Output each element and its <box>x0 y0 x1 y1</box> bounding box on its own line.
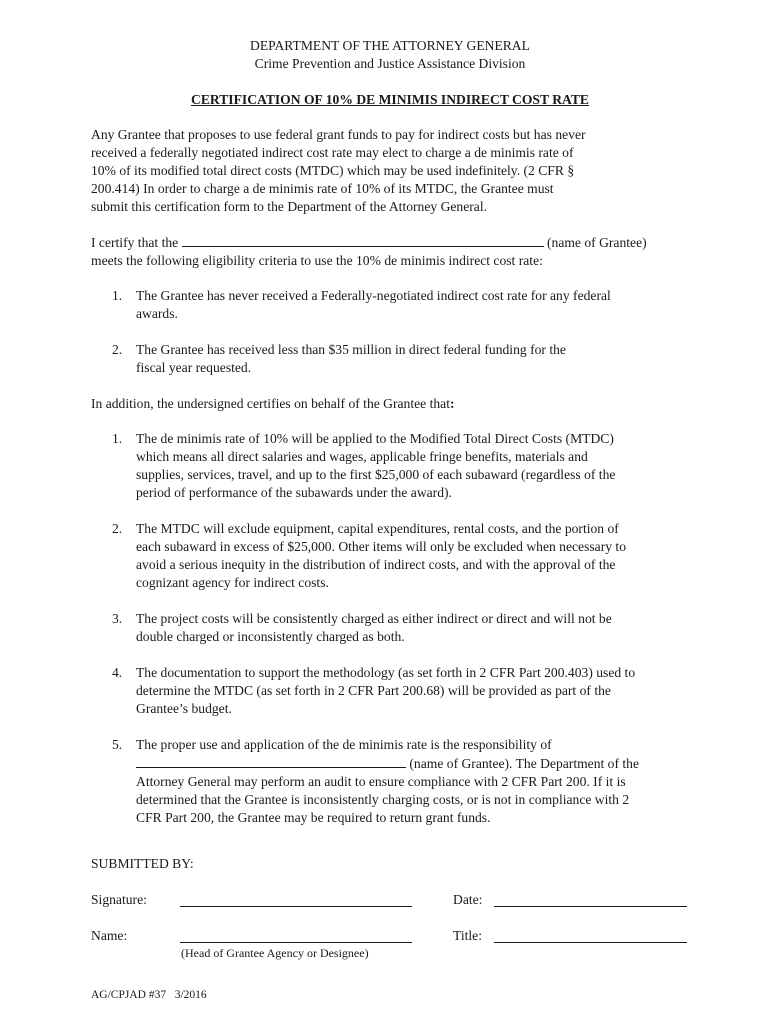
list-item-line: supplies, services, travel, and up to the first $25,000 of each subaward (regardless of the <box>136 467 616 482</box>
date-label: Date: <box>453 892 483 907</box>
signature-field[interactable] <box>180 906 412 907</box>
list-item-line: CFR Part 200, the Grantee may be required to return grant funds. <box>136 810 491 825</box>
list-item-line: cognizant agency for indirect costs. <box>136 575 329 590</box>
designee-note: (Head of Grantee Agency or Designee) <box>181 946 369 960</box>
grantee-name-field-2[interactable] <box>136 754 406 768</box>
date-field[interactable] <box>494 906 687 907</box>
name-label: Name: <box>91 928 128 943</box>
title-field[interactable] <box>494 942 687 943</box>
list-item-line: awards. <box>136 306 178 321</box>
list-item-number: 1. <box>112 288 123 303</box>
certify-suffix: (name of Grantee) <box>547 235 647 250</box>
list-item-number: 2. <box>112 521 123 536</box>
intro-line: received a federally negotiated indirect cost rate may elect to charge a de minimis rate of <box>91 145 574 160</box>
addition-colon: : <box>449 396 455 411</box>
list-item-number: 3. <box>112 611 123 626</box>
list-item <box>91 520 691 592</box>
certify-line-2: meets the following eligibility criteria to use the 10% de minimis indirect cost rate: <box>91 253 543 268</box>
list-item-line: The Grantee has never received a Federally-negotiated indirect cost rate for any federal <box>136 288 611 303</box>
list-item-line: The project costs will be consistently charged as either indirect or direct and will not be <box>136 611 612 626</box>
certifications-list <box>91 430 691 827</box>
intro-line: Any Grantee that proposes to use federal grant funds to pay for indirect costs but has never <box>91 127 586 142</box>
form-footer: AG/CPJAD #37 3/2016 <box>91 989 207 1001</box>
intro-line: 200.414) In order to charge a de minimis rate of 10% of its MTDC, the Grantee must <box>91 181 554 196</box>
list-item-line: double charged or inconsistently charged as both. <box>136 629 405 644</box>
submitted-by-heading: SUBMITTED BY: <box>91 856 194 871</box>
list-item-line: each subaward in excess of $25,000. Other items will only be excluded when necessary to <box>136 539 626 554</box>
grantee-name-field[interactable] <box>182 233 544 247</box>
certify-line-1 <box>91 233 691 252</box>
list-item-line: determine the MTDC (as set forth in 2 CFR Part 200.68) will be provided as part of the <box>136 683 611 698</box>
list-item-number: 1. <box>112 431 123 446</box>
list-item-line: period of performance of the subawards under the award). <box>136 485 452 500</box>
intro-line: submit this certification form to the Department of the Attorney General. <box>91 199 487 214</box>
list-item-line: The proper use and application of the de minimis rate is the responsibility of <box>136 737 552 752</box>
list-item <box>91 664 691 718</box>
list-item-line: The MTDC will exclude equipment, capital expenditures, rental costs, and the portion of <box>136 521 619 536</box>
list-item-line: fiscal year requested. <box>136 360 252 375</box>
list-item-line: The Grantee has received less than $35 million in direct federal funding for the <box>136 342 566 357</box>
list-item-line: Attorney General may perform an audit to ensure compliance with 2 CFR Part 200. If it is <box>136 774 626 789</box>
title-label: Title: <box>453 928 482 943</box>
certify-prefix: I certify that the <box>91 235 179 250</box>
list-item <box>91 736 691 827</box>
signature-label: Signature: <box>91 892 147 907</box>
list-item-line: Grantee’s budget. <box>136 701 232 716</box>
list-item-number: 5. <box>112 737 123 752</box>
department-name: DEPARTMENT OF THE ATTORNEY GENERAL <box>250 38 530 53</box>
list-item <box>91 341 691 377</box>
list-item <box>91 610 691 646</box>
name-field[interactable] <box>180 942 412 943</box>
blank-suffix: (name of Grantee). The Department of the <box>409 756 640 771</box>
signature-row <box>91 891 691 911</box>
list-item-line: The documentation to support the methodology (as set forth in 2 CFR Part 200.403) used to <box>136 665 636 680</box>
list-item <box>91 430 691 502</box>
list-item-number: 4. <box>112 665 123 680</box>
addition-paragraph <box>91 395 691 413</box>
list-item-line: avoid a serious inequity in the distribution of indirect costs, and with the approval of the <box>136 557 616 572</box>
list-item-number: 2. <box>112 342 123 357</box>
eligibility-criteria-list <box>91 287 691 377</box>
document-header <box>0 37 770 73</box>
intro-paragraph <box>91 126 691 216</box>
list-item-line <box>136 754 691 773</box>
document-title: CERTIFICATION OF 10% DE MINIMIS INDIRECT COST RATE <box>191 92 589 107</box>
addition-text: In addition, the undersigned certifies on behalf of the Grantee that <box>91 396 450 411</box>
list-item-line: determined that the Grantee is inconsistently charging costs, or is not in compliance with 2 <box>136 792 630 807</box>
division-name: Crime Prevention and Justice Assistance Division <box>254 56 526 71</box>
intro-line: 10% of its modified total direct costs (MTDC) which may be used indefinitely. (2 CFR § <box>91 163 575 178</box>
list-item-line: The de minimis rate of 10% will be applied to the Modified Total Direct Costs (MTDC) <box>136 431 614 446</box>
certify-paragraph <box>91 233 691 270</box>
list-item <box>91 287 691 323</box>
list-item-line: which means all direct salaries and wages, applicable fringe benefits, materials and <box>136 449 588 464</box>
